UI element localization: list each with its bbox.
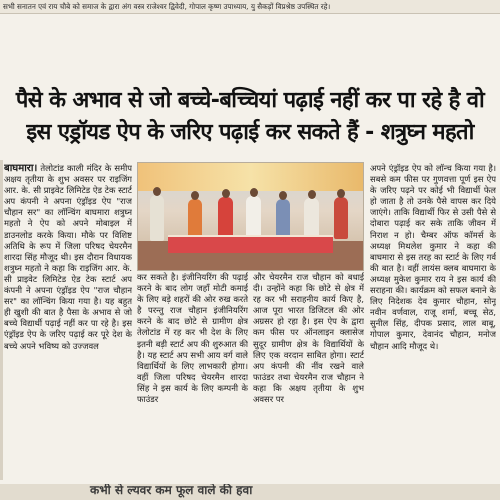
next-headline-text: कभी से ल्यवर कम फूल वाले की हवा xyxy=(90,484,253,497)
top-strip-text: सभी सनातन एवं राय चौबे को समाज के द्वारा अंग वस्त्र राजेश्वर द्विवेदी, गोपाल कृष्ण उपाध्याय, यु सैकड़ों विप्रश्रेष्ठ उपस्थित रहे। xyxy=(0,0,500,14)
article-column-3 xyxy=(253,272,364,481)
column-3-text: और चेयरमैन राज चौहान को बधाई दी। उन्होंने कहा कि छोटे से क्षेत्र में रह कर भी सराहनीय कार्य किए है, आज पूरा भारत डिजिटल की ओर अग्रसर हो रहा है। इस ऐप के द्वारा कम फीस पर ऑनलाइन क्लासेज सुदूर ग्रामीण क्षेत्र के विद्यार्थियों के लिए एक वरदान साबित होगा। स्टार्ट अप कंपनी की नींव रखने वाले फाउंडर तथा चेयरमैन राज चौहान ने कहा कि अक्षय तृतीया के शुभ अवसर पर xyxy=(253,272,364,405)
photo-head xyxy=(222,189,230,198)
photo-person xyxy=(188,199,202,239)
article-column-2 xyxy=(137,272,248,481)
photo-person xyxy=(334,197,348,239)
column-2-text: कर सकते है। इंजीनियरिंग की पढ़ाई करने के बाद लोग जहाँ मोटी कमाई के लिए बड़े शहरों की ओर रुख करते है परन्तु राज चौहान इंजीनियरिंग करने के बाद छोटे से ग्रामीण क्षेत्र तेलोटांड में रह कर भी देश के लिए इतनी बड़ी स्टार्ट अप की शुरुआत की है। यह स्टार्ट अप सभी आय वर्ग वाले विद्यार्थियों के लिए लाभकारी होगा। वहीं जिला परिषद चेयरमैन शारदा सिंह ने इस कार्य के लिए कम्पनी के फाउंडर xyxy=(137,272,248,405)
photo-head xyxy=(308,190,316,199)
photo-banner xyxy=(138,163,363,191)
photo-head xyxy=(191,191,199,200)
photo-person xyxy=(246,196,261,239)
photo-person xyxy=(304,198,319,239)
photo-head xyxy=(337,189,345,198)
headline-line-1: पैसे के अभाव से जो बच्चे-बच्चियां पढ़ाई नहीं कर पा रहे है वो xyxy=(15,88,485,113)
next-headline-strip xyxy=(0,484,500,500)
event-photo xyxy=(137,162,364,271)
photo-person xyxy=(218,197,233,239)
photo-person xyxy=(276,199,290,239)
column-4-text: अपने एंड्रॉइड ऐप को लॉन्च किया गया है। सबसे कम फीस पर गुणवत्ता पूर्ण इस ऐप के जरिए पढ़ने पर कोई भी विद्यार्थी फेल हो जाता है तो उनके पैसे वापस कर दिये जाएंगे। ताकि विद्यार्थी फिर से उसी पैसे से दोबारा पढ़ाई कर सके ताकि जीवन में निराश न हो। चैम्बर ऑफ कॉमर्स के अध्यक्ष मिथलेश कुमार ने कहा की बाघमारा से इस तरह का स्टार्ट के लिए गर्व की बात है। वहीं लायंस क्लब बाघमारा के अध्यक्ष मुकेश कुमार राय ने इस कार्य की सराहना की। कार्यक्रम को सफल बनाने के लिए निदेशक देव कुमार चौहान, सोनू नवीन वर्णवाल, राजू शर्मा, बच्चू सेठ, सुनील सिंह, दीपक प्रसाद, लाल बाबू, गोपाल कुमार, देवानंद चौहान, मनोज चौहान आदि मौजूद थे। xyxy=(370,163,496,351)
headline-line-2: इस एड्रॉयड ऐप के जरिए पढ़ाई कर सकते हैं - शत्रुघ्न महतो xyxy=(26,120,474,145)
photo-head xyxy=(153,187,161,196)
photo-head xyxy=(279,191,287,200)
column-1-text: तेलोटांड काली मंदिर के समीप अक्षय तृतीया के शुभ अवसर पर राइजिंग आर. के. सी प्राइवेट लिमिटेड ऐड टेक स्टार्ट अप कंपनी ने अपना एंड्रॉइड ऐप "राज चौहान सर" का लॉन्चिंग बाघमारा शत्रुघ्न महतो ने ऐप को अपने मोबाइल में डाउनलोड करके किया। मौके पर विशिष्ट अतिथि के रूप में जिला परिषद चेयरमैन शारदा सिंह मौजूद थी। इस दौरान विधायक शत्रुघ्न महतो ने कहा कि राइजिंग आर. के. सी प्राइवेट लिमिटेड ऐड टेक स्टार्ट अप कंपनी ने अपना एंड्रॉइड ऐप "राज चौहान सर" का लॉन्चिंग किया गया है। यह बहुत ही खुशी की बात है पैसा के अभाव से जो बच्चे विद्यार्थी पढ़ाई नहीं कर पा रहे है। इस एंड्रॉइड ऐप के जरिए पढ़ाई कर पूरे देश के बच्चे अपने भविष्य को उज्जवल xyxy=(4,163,132,351)
dateline: बाघमारा। xyxy=(4,163,38,174)
article-column-1 xyxy=(4,163,132,481)
article-column-4 xyxy=(370,163,496,481)
page-edge-divider xyxy=(0,160,3,480)
photo-table xyxy=(168,235,333,253)
photo-head xyxy=(250,188,258,197)
photo-person xyxy=(150,195,164,241)
